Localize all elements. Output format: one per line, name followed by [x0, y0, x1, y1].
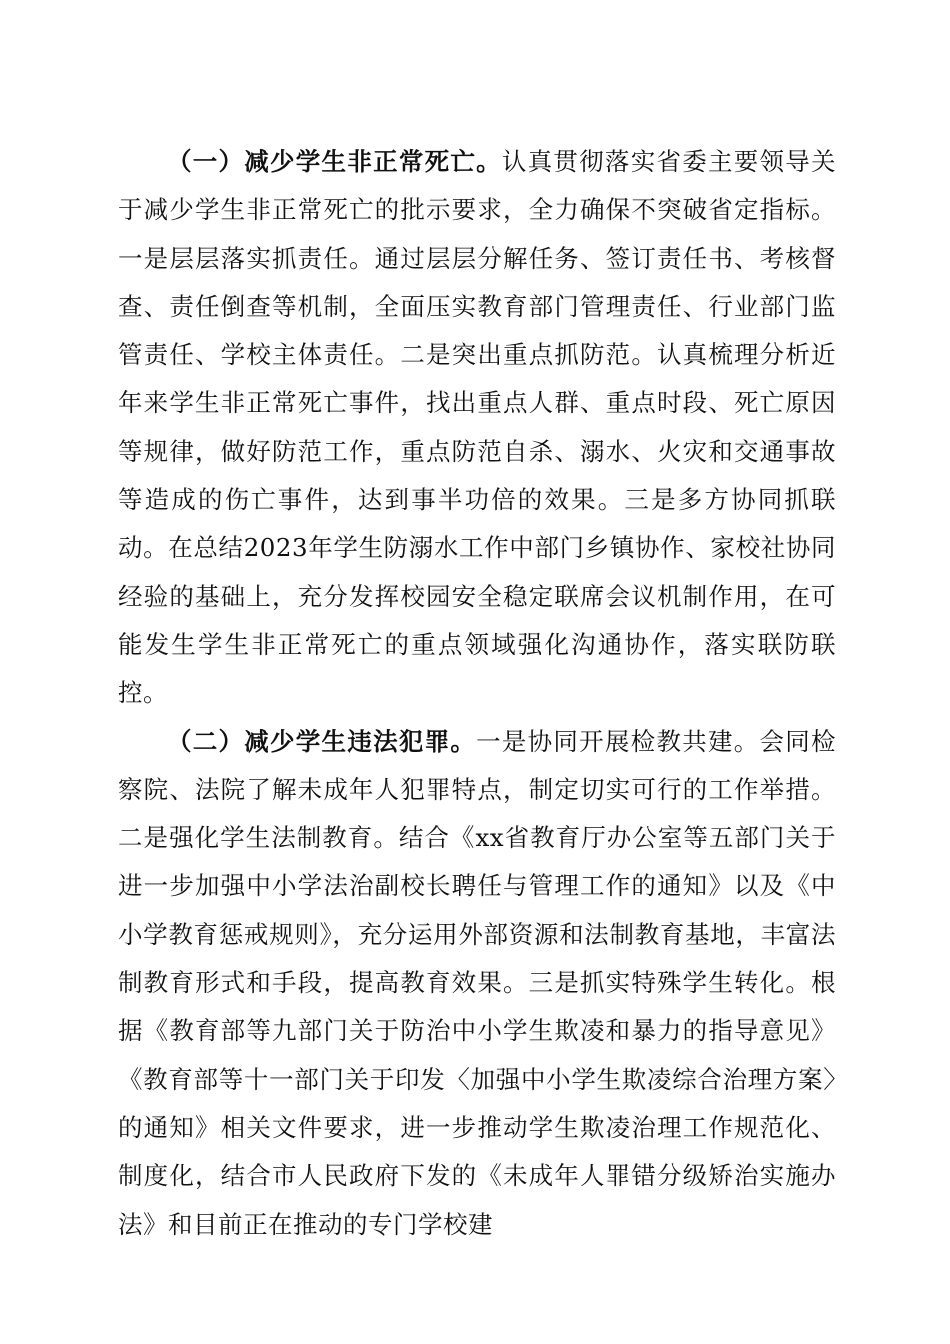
- paragraph-heading: （二）减少学生违法犯罪。: [167, 726, 477, 756]
- paragraph-reduce-abnormal-deaths: [118, 138, 836, 718]
- paragraph-reduce-crime: [118, 718, 836, 1249]
- paragraph-text: 一是协同开展检教共建。会同检察院、法院了解未成年人犯罪特点，制定切实可行的工作举措。二是强化学生法制教育。结合《xx省教育厅办公室等五部门关于进一步加强中小学法治副校长聘任与管理工作的通知》以及《中小学教育惩戒规则》，充分运用外部资源和法制教育基地，丰富法制教育形式和手段，提高教育效果。三是抓实特殊学生转化。根据《教育部等九部门关于防治中小学生欺凌和暴力的指导意见》《教育部等十一部门关于印发〈加强中小学生欺凌综合治理方案〉的通知》相关文件要求，进一步推动学生欺凌治理工作规范化、制度化，结合市人民政府下发的《未成年人罪错分级矫治实施办法》和目前正在推动的专门学校建: [118, 726, 837, 1239]
- paragraph-heading: （一）减少学生非正常死亡。: [167, 147, 502, 176]
- document-body: [118, 138, 836, 1249]
- paragraph-text: 认真贯彻落实省委主要领导关于减少学生非正常死亡的批示要求，全力确保不突破省定指标。一是层层落实抓责任。通过层层分解任务、签订责任书、考核督查、责任倒查等机制，全面压实教育部门管理责任、行业部门监管责任、学校主体责任。二是突出重点抓防范。认真梳理分析近年来学生非正常死亡事件，找出重点人群、重点时段、死亡原因等规律，做好防范工作，重点防范自杀、溺水、火灾和交通事故等造成的伤亡事件，达到事半功倍的效果。三是多方协同抓联动。在总结2023年学生防溺水工作中部门乡镇协作、家校社协同经验的基础上，充分发挥校园安全稳定联席会议机制作用，在可能发生学生非正常死亡的重点领域强化沟通协作，落实联防联控。: [118, 147, 837, 708]
